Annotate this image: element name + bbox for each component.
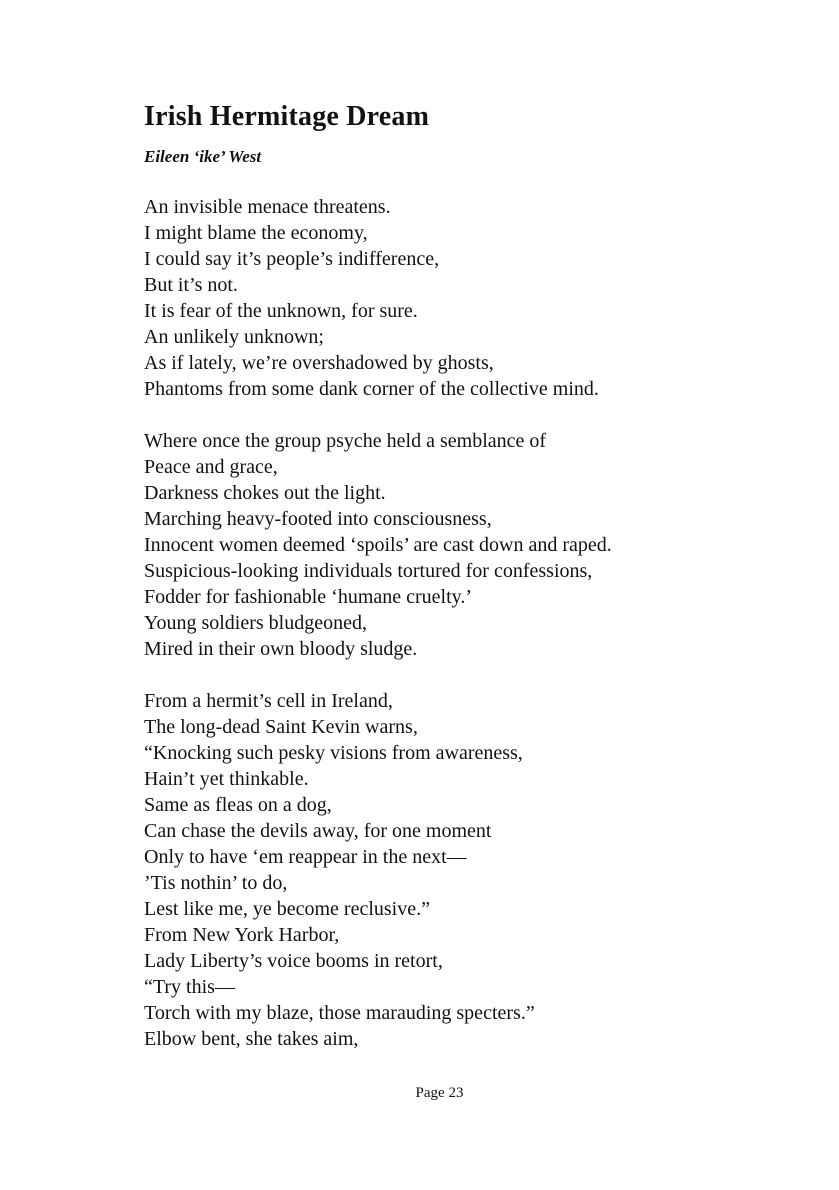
poem-line: ’Tis nothin’ to do, — [144, 872, 288, 894]
poem-line: But it’s not. — [144, 274, 238, 296]
poem-line: From a hermit’s cell in Ireland, — [144, 690, 393, 712]
poem-stanza — [144, 194, 735, 402]
poem-line: I could say it’s people’s indifference, — [144, 248, 440, 270]
poem-line: Darkness chokes out the light. — [144, 482, 386, 504]
poem-stanza — [144, 688, 735, 1052]
poem-line: An unlikely unknown; — [144, 326, 324, 348]
poem-line: Peace and grace, — [144, 456, 278, 478]
poem-line: From New York Harbor, — [144, 924, 340, 946]
poem-line: It is fear of the unknown, for sure. — [144, 300, 418, 322]
poem-line: Torch with my blaze, those marauding specters.” — [144, 1002, 535, 1024]
poem-line: Same as fleas on a dog, — [144, 794, 332, 816]
poem-line: I might blame the economy, — [144, 222, 368, 244]
poem-stanza — [144, 428, 735, 662]
poem-line: Elbow bent, she takes aim, — [144, 1028, 359, 1050]
poem-line: An invisible menace threatens. — [144, 196, 391, 218]
poem-line: Young soldiers bludgeoned, — [144, 612, 367, 634]
poem-author: Eileen ‘ike’ West — [144, 147, 262, 166]
poem-line: Can chase the devils away, for one moment — [144, 820, 492, 842]
poem-line: As if lately, we’re overshadowed by ghosts, — [144, 352, 494, 374]
poem-line: Lest like me, ye become reclusive.” — [144, 898, 430, 920]
poem-line: Fodder for fashionable ‘humane cruelty.’ — [144, 586, 473, 608]
poem-line: Where once the group psyche held a semblance of — [144, 430, 547, 452]
page-number: Page 23 — [415, 1085, 464, 1101]
poem-line: Hain’t yet thinkable. — [144, 768, 309, 790]
poem-line: Lady Liberty’s voice booms in retort, — [144, 950, 443, 972]
poem-title: Irish Hermitage Dream — [144, 101, 430, 132]
poem-line: “Knocking such pesky visions from awareness, — [144, 742, 523, 764]
poem-line: Phantoms from some dank corner of the collective mind. — [144, 378, 599, 400]
poem-line: Marching heavy-footed into consciousness, — [144, 508, 492, 530]
poem-content — [144, 100, 735, 1052]
poem-line: “Try this— — [144, 976, 235, 998]
poem-line: Mired in their own bloody sludge. — [144, 638, 418, 660]
poem-line: The long-dead Saint Kevin warns, — [144, 716, 418, 738]
poem-line: Only to have ‘em reappear in the next— — [144, 846, 467, 868]
poem-line: Innocent women deemed ‘spoils’ are cast down and raped. — [144, 534, 612, 556]
poem-stanzas — [144, 194, 735, 1052]
poem-line: Suspicious-looking individuals tortured for confessions, — [144, 560, 593, 582]
